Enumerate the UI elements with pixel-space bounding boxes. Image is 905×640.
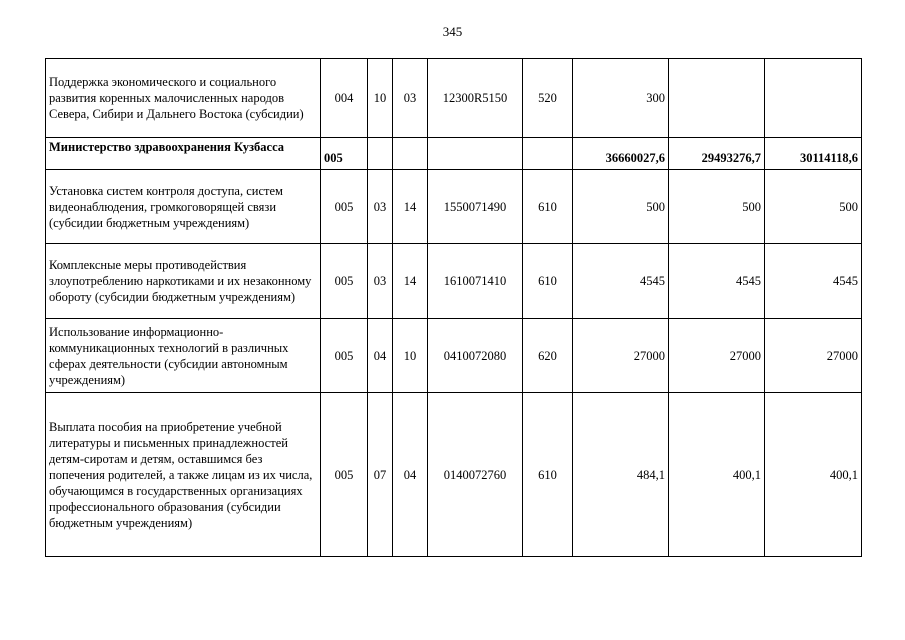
amount-year-3: 30114118,6: [765, 138, 862, 170]
ministry-code: 005: [321, 393, 368, 557]
amount-year-3: 400,1: [765, 393, 862, 557]
amount-year-1: 500: [573, 170, 669, 244]
amount-year-3: 27000: [765, 319, 862, 393]
section-code: [368, 138, 393, 170]
ministry-code: 005: [321, 319, 368, 393]
ministry-code: 005: [321, 170, 368, 244]
table-row-ministry: [46, 138, 862, 170]
ministry-code: 005: [321, 138, 368, 170]
subsection-code: 14: [393, 170, 428, 244]
row-description: Установка систем контроля доступа, систем видеонаблюдения, громкоговорящей связи (субсидии бюджетным учреждениям): [46, 170, 321, 244]
amount-year-3: 4545: [765, 244, 862, 319]
amount-year-2: 27000: [669, 319, 765, 393]
expense-type-code: 520: [523, 59, 573, 138]
amount-year-2: 29493276,7: [669, 138, 765, 170]
budget-table: [45, 58, 862, 557]
amount-year-2: 500: [669, 170, 765, 244]
expense-type-code: 610: [523, 170, 573, 244]
ministry-code: 005: [321, 244, 368, 319]
expense-type-code: 620: [523, 319, 573, 393]
section-code: 07: [368, 393, 393, 557]
amount-year-2: 400,1: [669, 393, 765, 557]
target-code: 1550071490: [428, 170, 523, 244]
amount-year-3: 500: [765, 170, 862, 244]
target-code: 0140072760: [428, 393, 523, 557]
table-row: [46, 170, 862, 244]
page-number: 345: [442, 24, 463, 39]
table-row: [46, 393, 862, 557]
target-code: 0410072080: [428, 319, 523, 393]
subsection-code: 04: [393, 393, 428, 557]
section-code: 03: [368, 244, 393, 319]
row-description: Использование информационно-коммуникационных технологий в различных сферах деятельности (субсидии автономным учреждениям): [46, 319, 321, 393]
amount-year-1: 36660027,6: [573, 138, 669, 170]
row-description: Министерство здравоохранения Кузбасса: [46, 138, 321, 170]
amount-year-1: 4545: [573, 244, 669, 319]
amount-year-3: [765, 59, 862, 138]
expense-type-code: 610: [523, 393, 573, 557]
row-description: Выплата пособия на приобретение учебной литературы и письменных принадлежностей детям-сиротам и детям, оставшимся без попечения родителей, а также лицам из их числа, обучающимся в государственных организациях профессионального образования (субсидии бюджетным учреждениям): [46, 393, 321, 557]
section-code: 04: [368, 319, 393, 393]
expense-type-code: 610: [523, 244, 573, 319]
table-row: [46, 319, 862, 393]
row-description: Поддержка экономического и социального развития коренных малочисленных народов Севера, Сибири и Дальнего Востока (субсидии): [46, 59, 321, 138]
table-row: [46, 244, 862, 319]
amount-year-1: 484,1: [573, 393, 669, 557]
subsection-code: 03: [393, 59, 428, 138]
target-code: [428, 138, 523, 170]
amount-year-2: [669, 59, 765, 138]
ministry-code: 004: [321, 59, 368, 138]
subsection-code: [393, 138, 428, 170]
expense-type-code: [523, 138, 573, 170]
amount-year-1: 300: [573, 59, 669, 138]
subsection-code: 14: [393, 244, 428, 319]
target-code: 12300R5150: [428, 59, 523, 138]
section-code: 10: [368, 59, 393, 138]
amount-year-1: 27000: [573, 319, 669, 393]
amount-year-2: 4545: [669, 244, 765, 319]
section-code: 03: [368, 170, 393, 244]
subsection-code: 10: [393, 319, 428, 393]
table-row: [46, 59, 862, 138]
row-description: Комплексные меры противодействия злоупотреблению наркотиками и их незаконному обороту (субсидии бюджетным учреждениям): [46, 244, 321, 319]
target-code: 1610071410: [428, 244, 523, 319]
